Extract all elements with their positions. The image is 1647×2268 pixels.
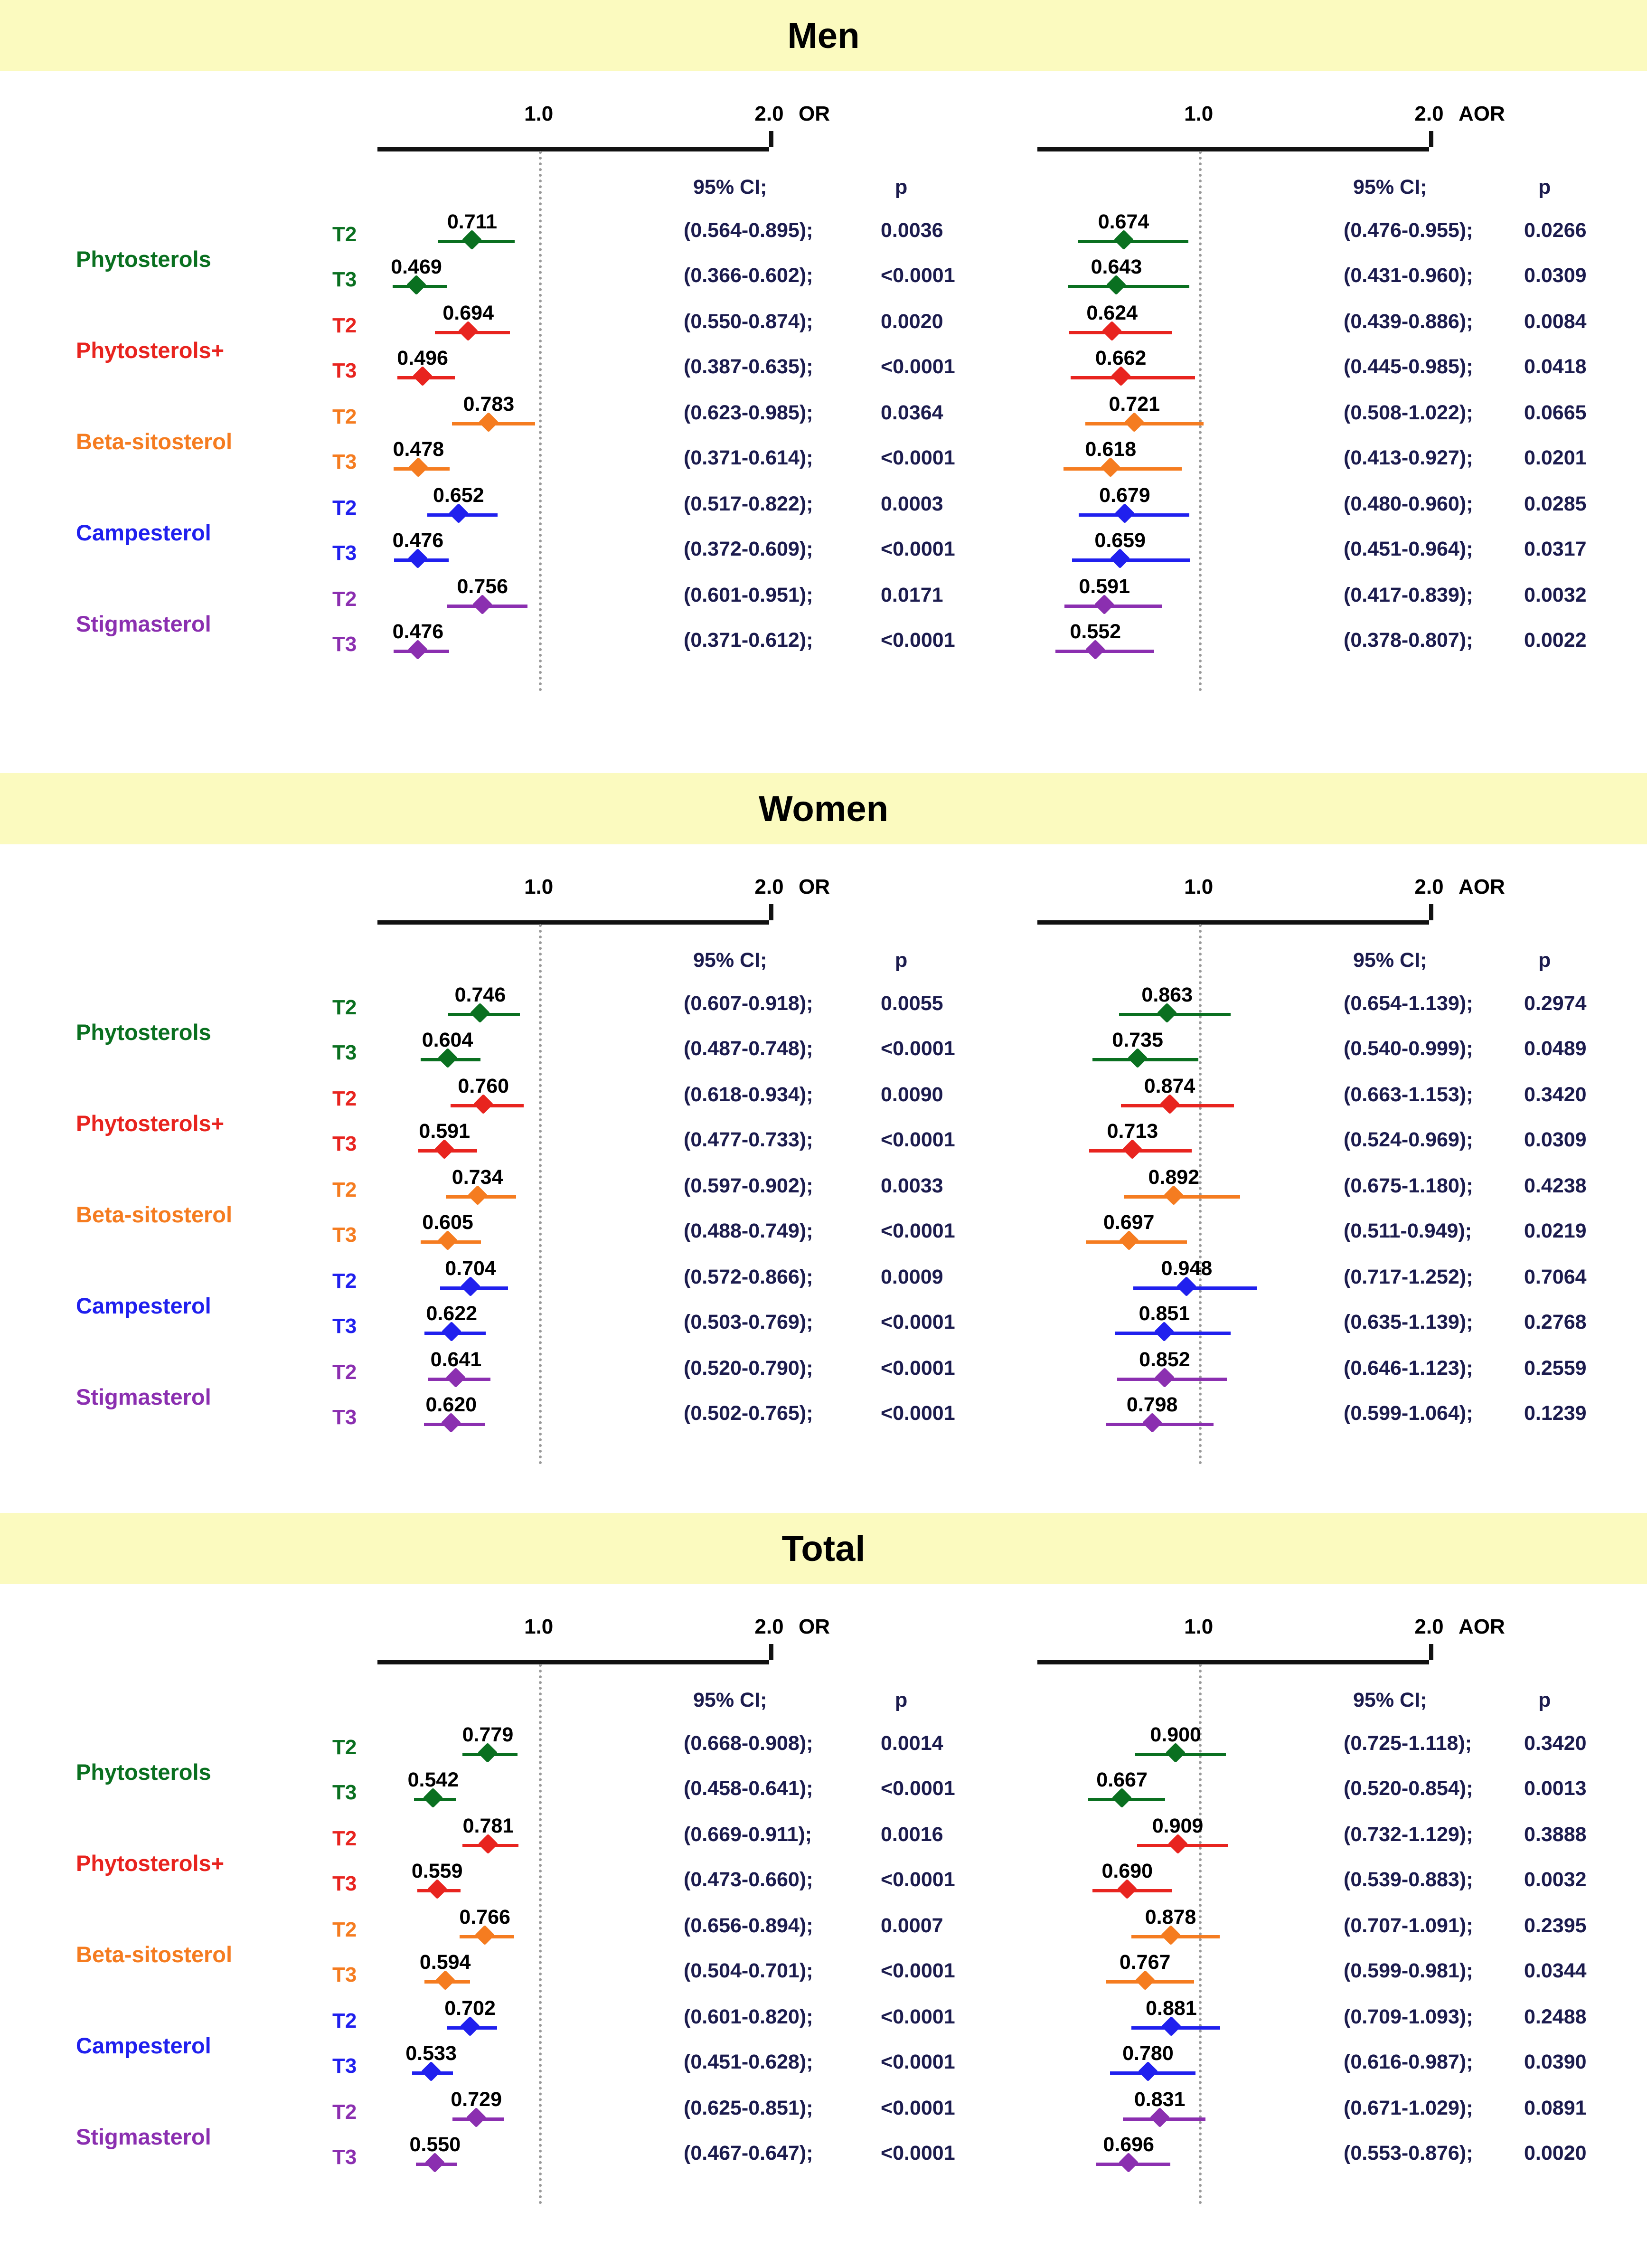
ci-column-header: 95% CI; bbox=[1353, 1689, 1427, 1711]
p-value: 0.0418 bbox=[1524, 355, 1587, 378]
tertile-label-t2: T2 bbox=[332, 1269, 357, 1293]
ci-value: (0.671-1.029); bbox=[1344, 2097, 1473, 2119]
point-estimate-value: 0.641 bbox=[430, 1348, 482, 1371]
point-estimate-value: 0.652 bbox=[433, 484, 484, 507]
p-value: 0.0036 bbox=[881, 219, 943, 242]
tertile-label-t2: T2 bbox=[332, 996, 357, 1019]
p-value: 0.2488 bbox=[1524, 2005, 1587, 2028]
axis-tick-1: 1.0 bbox=[1184, 875, 1214, 898]
analyte-label-campesterol: Campesterol bbox=[76, 520, 211, 545]
p-value: 0.0090 bbox=[881, 1083, 943, 1106]
p-value: <0.0001 bbox=[881, 1128, 955, 1151]
ci-value: (0.473-0.660); bbox=[684, 1868, 813, 1891]
point-estimate-value: 0.909 bbox=[1152, 1814, 1204, 1837]
ci-value: (0.601-0.951); bbox=[684, 584, 813, 606]
p-value: 0.0891 bbox=[1524, 2097, 1587, 2119]
ci-value: (0.387-0.635); bbox=[684, 355, 813, 378]
p-value: 0.0317 bbox=[1524, 538, 1587, 560]
ci-value: (0.539-0.883); bbox=[1344, 1868, 1473, 1891]
tertile-label-t3: T3 bbox=[332, 1314, 357, 1338]
ci-value: (0.635-1.139); bbox=[1344, 1311, 1473, 1333]
axis-tick-2: 2.0 bbox=[754, 1615, 784, 1638]
axis-name-aor: AOR bbox=[1459, 875, 1505, 898]
ci-value: (0.540-0.999); bbox=[1344, 1037, 1473, 1060]
p-value: 0.4238 bbox=[1524, 1174, 1587, 1197]
axis-tick-2: 2.0 bbox=[1414, 875, 1444, 898]
ci-value: (0.524-0.969); bbox=[1344, 1128, 1473, 1151]
tertile-label-t2: T2 bbox=[332, 405, 357, 428]
p-value: <0.0001 bbox=[881, 2005, 955, 2028]
axis-tick-1: 1.0 bbox=[524, 102, 554, 125]
point-estimate-value: 0.697 bbox=[1103, 1211, 1155, 1234]
p-value: <0.0001 bbox=[881, 446, 955, 469]
axis-tick-1: 1.0 bbox=[1184, 102, 1214, 125]
analyte-label-campesterol: Campesterol bbox=[76, 1293, 211, 1318]
p-value: 0.0020 bbox=[881, 310, 943, 333]
point-estimate-value: 0.779 bbox=[462, 1723, 514, 1746]
p-value: 0.0665 bbox=[1524, 401, 1587, 424]
point-estimate-value: 0.781 bbox=[462, 1814, 514, 1837]
p-column-header: p bbox=[1538, 176, 1551, 198]
ci-value: (0.717-1.252); bbox=[1344, 1266, 1473, 1288]
tertile-label-t3: T3 bbox=[332, 359, 357, 382]
point-estimate-value: 0.704 bbox=[445, 1257, 496, 1280]
point-estimate-value: 0.667 bbox=[1096, 1768, 1148, 1791]
ci-value: (0.599-1.064); bbox=[1344, 1402, 1473, 1425]
axis-rule-aor bbox=[1037, 920, 1429, 925]
point-estimate-value: 0.659 bbox=[1094, 529, 1146, 552]
point-estimate-value: 0.469 bbox=[391, 255, 442, 278]
ci-value: (0.709-1.093); bbox=[1344, 2005, 1473, 2028]
ci-value: (0.618-0.934); bbox=[684, 1083, 813, 1106]
axis-tick-1: 1.0 bbox=[524, 1615, 554, 1638]
section-title: Men bbox=[787, 15, 860, 56]
ci-value: (0.520-0.790); bbox=[684, 1357, 813, 1380]
p-value: <0.0001 bbox=[881, 1037, 955, 1060]
point-estimate-value: 0.533 bbox=[405, 2042, 457, 2065]
ci-value: (0.417-0.839); bbox=[1344, 584, 1473, 606]
ci-value: (0.487-0.748); bbox=[684, 1037, 813, 1060]
tertile-label-t3: T3 bbox=[332, 450, 357, 473]
tertile-label-t3: T3 bbox=[332, 633, 357, 656]
axis-tick-2: 2.0 bbox=[754, 102, 784, 125]
analyte-label-campesterol: Campesterol bbox=[76, 2033, 211, 2058]
p-value: <0.0001 bbox=[881, 2142, 955, 2164]
p-value: 0.3888 bbox=[1524, 1823, 1587, 1846]
point-estimate-value: 0.559 bbox=[411, 1860, 463, 1882]
p-value: <0.0001 bbox=[881, 1402, 955, 1425]
point-estimate-value: 0.756 bbox=[457, 575, 508, 598]
point-estimate-value: 0.734 bbox=[452, 1166, 503, 1189]
section-title: Women bbox=[758, 788, 889, 829]
axis-tick-2: 2.0 bbox=[754, 875, 784, 898]
p-value: <0.0001 bbox=[881, 1311, 955, 1333]
point-estimate-value: 0.798 bbox=[1126, 1393, 1178, 1416]
ci-value: (0.601-0.820); bbox=[684, 2005, 813, 2028]
analyte-label-beta-sitosterol: Beta-sitosterol bbox=[76, 1942, 233, 1967]
ci-value: (0.477-0.733); bbox=[684, 1128, 813, 1151]
point-estimate-value: 0.729 bbox=[451, 2088, 502, 2111]
ci-value: (0.707-1.091); bbox=[1344, 1914, 1473, 1937]
analyte-label-stigmasterol: Stigmasterol bbox=[76, 1384, 211, 1409]
tertile-label-t2: T2 bbox=[332, 1827, 357, 1850]
tertile-label-t3: T3 bbox=[332, 1223, 357, 1247]
ci-whisker bbox=[1063, 467, 1182, 471]
analyte-label-beta-sitosterol: Beta-sitosterol bbox=[76, 429, 233, 454]
analyte-label-phytosterols: Phytosterols bbox=[76, 1020, 211, 1045]
p-value: 0.0285 bbox=[1524, 492, 1587, 515]
ci-value: (0.458-0.641); bbox=[684, 1777, 813, 1800]
ci-value: (0.371-0.614); bbox=[684, 446, 813, 469]
axis-endcap-or bbox=[769, 131, 773, 147]
axis-tick-2: 2.0 bbox=[1414, 102, 1444, 125]
p-value: 0.0266 bbox=[1524, 219, 1587, 242]
point-estimate-value: 0.702 bbox=[444, 1997, 496, 2020]
p-value: 0.0084 bbox=[1524, 310, 1587, 333]
p-value: 0.2559 bbox=[1524, 1357, 1587, 1380]
point-estimate-value: 0.476 bbox=[392, 529, 444, 552]
ci-column-header: 95% CI; bbox=[1353, 176, 1427, 198]
point-estimate-value: 0.767 bbox=[1119, 1951, 1171, 1974]
axis-endcap-aor bbox=[1429, 131, 1433, 147]
point-estimate-value: 0.542 bbox=[407, 1768, 459, 1791]
p-value: 0.0344 bbox=[1524, 1959, 1587, 1982]
analyte-label-stigmasterol: Stigmasterol bbox=[76, 611, 211, 636]
ci-value: (0.508-1.022); bbox=[1344, 401, 1473, 424]
ci-value: (0.599-0.981); bbox=[1344, 1959, 1473, 1982]
ci-value: (0.445-0.985); bbox=[1344, 355, 1473, 378]
axis-name-or: OR bbox=[799, 875, 830, 898]
p-value: 0.0009 bbox=[881, 1266, 943, 1288]
ci-value: (0.467-0.647); bbox=[684, 2142, 813, 2164]
p-value: <0.0001 bbox=[881, 355, 955, 378]
ci-value: (0.517-0.822); bbox=[684, 492, 813, 515]
ci-value: (0.439-0.886); bbox=[1344, 310, 1473, 333]
ci-value: (0.656-0.894); bbox=[684, 1914, 813, 1937]
p-value: 0.0032 bbox=[1524, 1868, 1587, 1891]
tertile-label-t2: T2 bbox=[332, 1736, 357, 1759]
analyte-label-beta-sitosterol: Beta-sitosterol bbox=[76, 1202, 233, 1227]
axis-tick-2: 2.0 bbox=[1414, 1615, 1444, 1638]
point-estimate-value: 0.618 bbox=[1085, 438, 1137, 461]
p-value: 0.0016 bbox=[881, 1823, 943, 1846]
p-value: 0.0022 bbox=[1524, 629, 1587, 652]
analyte-label-phytosterols-: Phytosterols+ bbox=[76, 338, 225, 363]
point-estimate-value: 0.620 bbox=[425, 1393, 477, 1416]
point-estimate-value: 0.735 bbox=[1112, 1029, 1163, 1051]
ci-value: (0.572-0.866); bbox=[684, 1266, 813, 1288]
tertile-label-t2: T2 bbox=[332, 2009, 357, 2032]
p-column-header: p bbox=[1538, 1689, 1551, 1711]
p-value: 0.0020 bbox=[1524, 2142, 1587, 2164]
ci-value: (0.451-0.628); bbox=[684, 2051, 813, 2073]
ci-value: (0.476-0.955); bbox=[1344, 219, 1473, 242]
p-value: 0.2974 bbox=[1524, 992, 1587, 1015]
ci-value: (0.663-1.153); bbox=[1344, 1083, 1473, 1106]
ci-column-header: 95% CI; bbox=[693, 1689, 767, 1711]
ci-value: (0.646-1.123); bbox=[1344, 1357, 1473, 1380]
ci-value: (0.625-0.851); bbox=[684, 2097, 813, 2119]
p-value: 0.0489 bbox=[1524, 1037, 1587, 1060]
axis-rule-or bbox=[377, 920, 769, 925]
ci-value: (0.668-0.908); bbox=[684, 1732, 813, 1755]
ci-whisker bbox=[1085, 422, 1204, 425]
ci-whisker bbox=[1068, 285, 1190, 288]
ci-value: (0.372-0.609); bbox=[684, 538, 813, 560]
point-estimate-value: 0.476 bbox=[392, 620, 444, 643]
tertile-label-t3: T3 bbox=[332, 1781, 357, 1804]
point-estimate-value: 0.878 bbox=[1145, 1906, 1196, 1928]
axis-endcap-aor bbox=[1429, 904, 1433, 920]
p-value: 0.0219 bbox=[1524, 1219, 1587, 1242]
ci-value: (0.616-0.987); bbox=[1344, 2051, 1473, 2073]
point-estimate-value: 0.694 bbox=[442, 302, 494, 324]
point-estimate-value: 0.711 bbox=[447, 210, 498, 233]
reference-line-aor bbox=[1199, 151, 1202, 691]
tertile-label-t3: T3 bbox=[332, 1872, 357, 1895]
ci-value: (0.550-0.874); bbox=[684, 310, 813, 333]
ci-value: (0.511-0.949); bbox=[1344, 1219, 1472, 1242]
point-estimate-value: 0.892 bbox=[1148, 1166, 1200, 1189]
tertile-label-t3: T3 bbox=[332, 268, 357, 291]
ci-value: (0.623-0.985); bbox=[684, 401, 813, 424]
ci-value: (0.451-0.964); bbox=[1344, 538, 1473, 560]
p-value: 0.1239 bbox=[1524, 1402, 1587, 1425]
ci-column-header: 95% CI; bbox=[1353, 949, 1427, 972]
ci-whisker bbox=[1072, 558, 1190, 562]
point-estimate-value: 0.783 bbox=[463, 393, 515, 416]
point-estimate-value: 0.624 bbox=[1086, 302, 1138, 324]
ci-value: (0.504-0.701); bbox=[684, 1959, 813, 1982]
axis-endcap-aor bbox=[1429, 1644, 1433, 1660]
ci-value: (0.503-0.769); bbox=[684, 1311, 813, 1333]
tertile-label-t2: T2 bbox=[332, 314, 357, 337]
tertile-label-t3: T3 bbox=[332, 2145, 357, 2169]
ci-value: (0.607-0.918); bbox=[684, 992, 813, 1015]
point-estimate-value: 0.780 bbox=[1122, 2042, 1174, 2065]
point-estimate-value: 0.478 bbox=[393, 438, 444, 461]
ci-value: (0.725-1.118); bbox=[1344, 1732, 1472, 1755]
ci-value: (0.564-0.895); bbox=[684, 219, 813, 242]
p-value: <0.0001 bbox=[881, 2051, 955, 2073]
point-estimate-value: 0.605 bbox=[422, 1211, 473, 1234]
p-value: <0.0001 bbox=[881, 629, 955, 652]
point-estimate-value: 0.831 bbox=[1134, 2088, 1186, 2111]
point-estimate-value: 0.550 bbox=[409, 2133, 461, 2156]
p-value: <0.0001 bbox=[881, 1868, 955, 1891]
p-value: <0.0001 bbox=[881, 1777, 955, 1800]
p-value: <0.0001 bbox=[881, 2097, 955, 2119]
axis-rule-aor bbox=[1037, 147, 1429, 151]
axis-tick-1: 1.0 bbox=[1184, 1615, 1214, 1638]
ci-value: (0.732-1.129); bbox=[1344, 1823, 1473, 1846]
point-estimate-value: 0.674 bbox=[1098, 210, 1149, 233]
p-value: <0.0001 bbox=[881, 264, 955, 287]
p-value: 0.0309 bbox=[1524, 264, 1587, 287]
point-estimate-value: 0.863 bbox=[1141, 983, 1193, 1006]
tertile-label-t3: T3 bbox=[332, 2054, 357, 2078]
tertile-label-t2: T2 bbox=[332, 2100, 357, 2124]
p-value: 0.0390 bbox=[1524, 2051, 1587, 2073]
point-estimate-value: 0.746 bbox=[454, 983, 506, 1006]
point-estimate-value: 0.604 bbox=[422, 1029, 473, 1051]
ci-value: (0.366-0.602); bbox=[684, 264, 813, 287]
p-column-header: p bbox=[895, 1689, 908, 1711]
p-column-header: p bbox=[895, 176, 908, 198]
p-value: 0.0309 bbox=[1524, 1128, 1587, 1151]
p-value: 0.0055 bbox=[881, 992, 943, 1015]
analyte-label-stigmasterol: Stigmasterol bbox=[76, 2124, 211, 2149]
p-value: 0.0032 bbox=[1524, 584, 1587, 606]
point-estimate-value: 0.496 bbox=[397, 347, 448, 369]
ci-value: (0.488-0.749); bbox=[684, 1219, 813, 1242]
p-value: 0.3420 bbox=[1524, 1083, 1587, 1106]
ci-value: (0.431-0.960); bbox=[1344, 264, 1473, 287]
axis-name-aor: AOR bbox=[1459, 102, 1505, 125]
p-value: 0.0003 bbox=[881, 492, 943, 515]
p-column-header: p bbox=[1538, 949, 1551, 972]
point-estimate-value: 0.851 bbox=[1139, 1302, 1190, 1325]
ci-value: (0.675-1.180); bbox=[1344, 1174, 1473, 1197]
point-estimate-value: 0.591 bbox=[1079, 575, 1130, 598]
ci-value: (0.669-0.911); bbox=[684, 1823, 812, 1846]
point-estimate-value: 0.594 bbox=[419, 1951, 471, 1974]
point-estimate-value: 0.713 bbox=[1107, 1120, 1158, 1143]
point-estimate-value: 0.948 bbox=[1161, 1257, 1213, 1280]
p-value: <0.0001 bbox=[881, 1959, 955, 1982]
tertile-label-t2: T2 bbox=[332, 223, 357, 246]
analyte-label-phytosterols-: Phytosterols+ bbox=[76, 1111, 225, 1136]
p-value: 0.0171 bbox=[881, 584, 943, 606]
ci-value: (0.480-0.960); bbox=[1344, 492, 1473, 515]
point-estimate-value: 0.679 bbox=[1099, 484, 1150, 507]
tertile-label-t2: T2 bbox=[332, 587, 357, 611]
axis-name-or: OR bbox=[799, 1615, 830, 1638]
tertile-label-t3: T3 bbox=[332, 1132, 357, 1155]
point-estimate-value: 0.643 bbox=[1091, 255, 1142, 278]
point-estimate-value: 0.852 bbox=[1139, 1348, 1190, 1371]
p-value: 0.3420 bbox=[1524, 1732, 1587, 1755]
p-value: 0.2395 bbox=[1524, 1914, 1587, 1937]
p-value: 0.0033 bbox=[881, 1174, 943, 1197]
point-estimate-value: 0.591 bbox=[419, 1120, 471, 1143]
p-value: 0.0013 bbox=[1524, 1777, 1587, 1800]
p-value: 0.2768 bbox=[1524, 1311, 1587, 1333]
ci-value: (0.654-1.139); bbox=[1344, 992, 1473, 1015]
section-band-men bbox=[0, 0, 1647, 71]
p-value: <0.0001 bbox=[881, 1357, 955, 1380]
p-value: 0.0201 bbox=[1524, 446, 1587, 469]
ci-value: (0.378-0.807); bbox=[1344, 629, 1473, 652]
p-value: 0.0007 bbox=[881, 1914, 943, 1937]
analyte-label-phytosterols-: Phytosterols+ bbox=[76, 1851, 225, 1876]
tertile-label-t3: T3 bbox=[332, 1041, 357, 1064]
tertile-label-t3: T3 bbox=[332, 1963, 357, 1986]
axis-name-or: OR bbox=[799, 102, 830, 125]
point-estimate-value: 0.881 bbox=[1146, 1997, 1197, 2020]
p-value: <0.0001 bbox=[881, 1219, 955, 1242]
tertile-label-t2: T2 bbox=[332, 1918, 357, 1941]
tertile-label-t2: T2 bbox=[332, 1087, 357, 1110]
point-estimate-value: 0.900 bbox=[1150, 1723, 1201, 1746]
ci-column-header: 95% CI; bbox=[693, 949, 767, 972]
axis-rule-or bbox=[377, 1660, 769, 1664]
section-band-total bbox=[0, 1513, 1647, 1584]
ci-value: (0.502-0.765); bbox=[684, 1402, 813, 1425]
ci-column-header: 95% CI; bbox=[693, 176, 767, 198]
section-title: Total bbox=[781, 1528, 866, 1569]
ci-value: (0.520-0.854); bbox=[1344, 1777, 1473, 1800]
ci-value: (0.553-0.876); bbox=[1344, 2142, 1473, 2164]
point-estimate-value: 0.622 bbox=[426, 1302, 478, 1325]
tertile-label-t2: T2 bbox=[332, 1178, 357, 1201]
axis-rule-aor bbox=[1037, 1660, 1429, 1664]
ci-whisker bbox=[1071, 376, 1195, 379]
p-value: 0.7064 bbox=[1524, 1266, 1587, 1288]
p-value: <0.0001 bbox=[881, 538, 955, 560]
axis-endcap-or bbox=[769, 904, 773, 920]
point-estimate-value: 0.760 bbox=[458, 1075, 509, 1097]
axis-name-aor: AOR bbox=[1459, 1615, 1505, 1638]
point-estimate-value: 0.874 bbox=[1144, 1075, 1195, 1097]
tertile-label-t3: T3 bbox=[332, 1406, 357, 1429]
analyte-label-phytosterols: Phytosterols bbox=[76, 1759, 211, 1785]
point-estimate-value: 0.552 bbox=[1070, 620, 1121, 643]
p-column-header: p bbox=[895, 949, 908, 972]
section-band-women bbox=[0, 773, 1647, 844]
tertile-label-t2: T2 bbox=[332, 1361, 357, 1384]
axis-tick-1: 1.0 bbox=[524, 875, 554, 898]
analyte-label-phytosterols: Phytosterols bbox=[76, 246, 211, 272]
point-estimate-value: 0.690 bbox=[1101, 1860, 1153, 1882]
point-estimate-value: 0.696 bbox=[1103, 2133, 1154, 2156]
point-estimate-value: 0.721 bbox=[1109, 393, 1160, 416]
p-value: 0.0014 bbox=[881, 1732, 943, 1755]
axis-endcap-or bbox=[769, 1644, 773, 1660]
point-estimate-value: 0.766 bbox=[459, 1906, 510, 1928]
ci-value: (0.371-0.612); bbox=[684, 629, 813, 652]
ci-value: (0.413-0.927); bbox=[1344, 446, 1473, 469]
tertile-label-t3: T3 bbox=[332, 541, 357, 565]
axis-rule-or bbox=[377, 147, 769, 151]
ci-value: (0.597-0.902); bbox=[684, 1174, 813, 1197]
p-value: 0.0364 bbox=[881, 401, 943, 424]
reference-line-or bbox=[539, 151, 542, 691]
point-estimate-value: 0.662 bbox=[1095, 347, 1147, 369]
tertile-label-t2: T2 bbox=[332, 496, 357, 520]
